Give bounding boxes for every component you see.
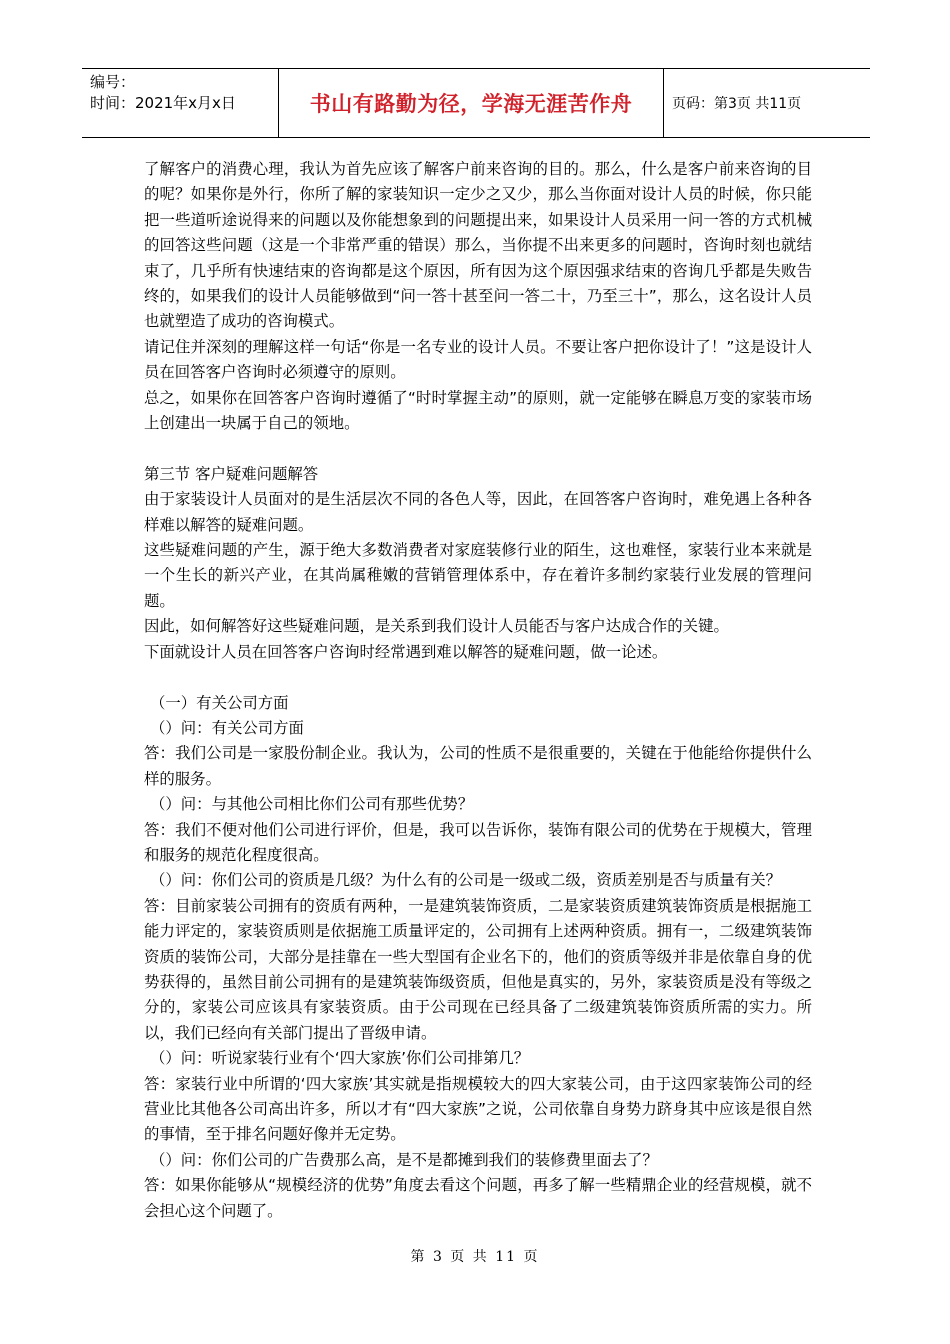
header-meta [82,69,278,137]
header-page-number: 页码：第3页 共11页 [672,96,802,112]
answer: 答：我们不便对他们公司进行评价，但是，我可以告诉你，装饰有限公司的优势在于规模大，管理和服务的规范化程度很高。 [144,820,812,864]
body-paragraph: 由于家装设计人员面对的是生活层次不同的各色人等，因此，在回答客户咨询时，难免遇上各种各样难以解答的疑难问题。 [144,490,812,534]
body-paragraph: 下面就设计人员在回答客户咨询时经常遇到难以解答的疑难问题，做一论述。 [144,642,668,661]
question: （）问：你们公司的广告费那么高，是不是都摊到我们的装修费里面去了？ [150,1150,658,1169]
paragraph-spacer [144,436,812,461]
header-motto: 书山有路勤为径，学海无涯苦作舟 [278,69,664,137]
paragraph-spacer [144,665,812,690]
question: （）问：有关公司方面 [150,718,304,737]
subsection-heading: （一）有关公司方面 [150,693,289,712]
body-paragraph: 因此，如何解答好这些疑难问题，是关系到我们设计人员能否与客户达成合作的关键。 [144,617,729,636]
body-paragraph: 了解客户的消费心理，我认为首先应该了解客户前来咨询的目的。那么，什么是客户前来咨询的目的呢？如果你是外行，你所了解的家装知识一定少之又少，那么当你面对设计人员的时候，你只能把一些道听途说得来的问题以及你能想象到的问题提出来，如果设计人员采用一问一答的方式机械的回答这些问题（这是一个非常严重的错误）那么，当你提不出来更多的问题时，咨询时刻也就结束了，几乎所有快速结束的咨询都是这个原因，所有因为这个原因强求结束的咨询几乎都是失败告终的，如果我们的设计人员能够做到“问一答十甚至问一答二十，乃至三十”，那么，这名设计人员也就塑造了成功的咨询模式。 [144,160,812,331]
document-number-label: 编号： [90,73,136,91]
body-paragraph: 总之，如果你在回答客户咨询时遵循了“时时掌握主动”的原则，就一定能够在瞬息万变的家装市场上创建出一块属于自己的领地。 [144,388,812,433]
section-heading: 第三节 客户疑难问题解答 [144,464,319,483]
answer: 答：目前家装公司拥有的资质有两种，一是建筑装饰资质，二是家装资质建筑装饰资质是根据施工能力评定的，家装资质则是依据施工质量评定的，公司拥有上述两种资质。拥有一，二级建筑装饰资质的装饰公司，大部分是挂靠在一些大型国有企业名下的，他们的资质等级并非是依靠自身的优势获得的，虽然目前公司拥有的是建筑装饰级资质，但他是真实的，另外，家装资质是没有等级之分的，家装公司应该具有家装资质。由于公司现在已经具备了二级建筑装饰资质所需的实力。所以，我们已经向有关部门提出了晋级申请。 [144,896,812,1042]
question: （）问：听说家装行业有个‘四大家族’你们公司排第几？ [150,1049,530,1068]
body-paragraph: 这些疑难问题的产生，源于绝大多数消费者对家庭装修行业的陌生，这也难怪，家装行业本来就是一个生长的新兴产业，在其尚属稚嫩的营销管理体系中，存在着许多制约家装行业发展的管理问题。 [144,541,812,610]
page-header [82,68,870,138]
answer: 答：家装行业中所谓的‘四大家族’其实就是指规模较大的四大家装公司，由于这四家装饰公司的经营业比其他各公司高出许多，所以才有“四大家族”之说，公司依靠自身势力跻身其中应该是很自然的事情，至于排名问题好像并无定势。 [144,1074,812,1144]
answer: 答：如果你能够从“规模经济的优势”角度去看这个问题，再多了解一些精鼎企业的经营规模，就不会担心这个问题了。 [144,1176,812,1220]
question: （）问：你们公司的资质是几级？为什么有的公司是一级或二级，资质差别是否与质量有关？ [150,871,782,890]
document-body [144,157,812,1224]
document-time-label: 时间：2021年x月x日 [90,94,236,112]
answer: 答：我们公司是一家股份制企业。我认为，公司的性质不是很重要的，关键在于他能给你提供什么样的服务。 [144,744,812,788]
question: （）问：与其他公司相比你们公司有那些优势？ [150,795,474,814]
body-paragraph: 请记住并深刻的理解这样一句话“你是一名专业的设计人员。不要让客户把你设计了！”这是设计人员在回答客户咨询时必须遵守的原则。 [144,337,812,382]
page-footer: 第 3 页 共 11 页 [410,1249,540,1265]
